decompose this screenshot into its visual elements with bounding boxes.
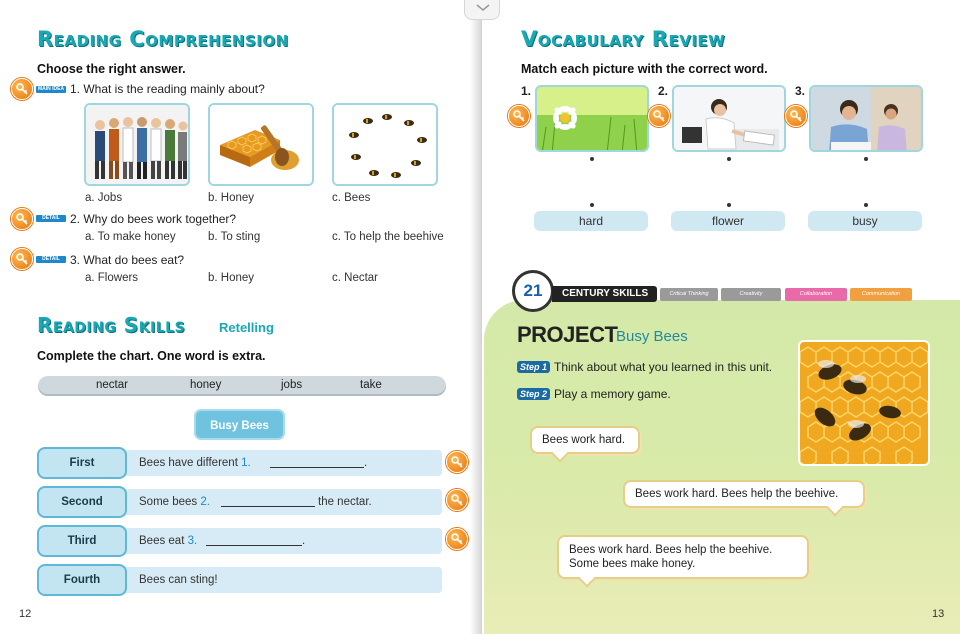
audio-key-icon[interactable] bbox=[11, 78, 33, 100]
row-label-second: Second bbox=[37, 486, 127, 518]
page-number-left: 12 bbox=[19, 608, 32, 620]
row-1-text bbox=[139, 457, 251, 469]
stressed-picture[interactable] bbox=[809, 85, 923, 152]
century-skills-title: CENTURY SKILLS bbox=[562, 288, 649, 299]
word-bank-item: nectar bbox=[96, 379, 128, 391]
working-hard-picture[interactable] bbox=[672, 85, 786, 152]
jobs-picture[interactable] bbox=[84, 103, 190, 186]
row-1-num: 1. bbox=[241, 457, 251, 469]
q1-option-a[interactable]: a. Jobs bbox=[85, 192, 123, 204]
skill-critical-thinking: Critical Thinking bbox=[660, 288, 718, 301]
row-2-num: 2. bbox=[200, 496, 210, 508]
q2-option-b[interactable]: b. To sting bbox=[208, 231, 261, 243]
answer-blank-1[interactable] bbox=[270, 467, 364, 468]
row-1-post: . bbox=[364, 457, 368, 469]
speech-bubble-2-text: Bees work hard. Bees help the beehive. bbox=[635, 488, 839, 500]
skill-collaboration: Collaboration bbox=[785, 288, 847, 301]
q2-option-a[interactable]: a. To make honey bbox=[85, 231, 176, 243]
vocab-number-3: 3. bbox=[795, 84, 806, 98]
row-3-post: . bbox=[302, 535, 306, 547]
row-2-post: the nectar. bbox=[318, 496, 372, 508]
project-subtitle: Busy Bees bbox=[616, 328, 688, 345]
row-3-pre: Bees eat bbox=[139, 535, 185, 547]
row-label-first: First bbox=[37, 447, 127, 479]
vocab-number-1: 1. bbox=[521, 84, 532, 98]
q2-option-c[interactable]: c. To help the beehive bbox=[332, 231, 444, 243]
answer-blank-3[interactable] bbox=[206, 545, 302, 546]
vocab-word-busy[interactable]: busy bbox=[808, 211, 922, 231]
speech-bubble-2 bbox=[623, 480, 865, 508]
reading-skills-title: Reading Skills bbox=[37, 313, 186, 337]
century-skills-badge bbox=[512, 270, 554, 312]
q3-option-b[interactable]: b. Honey bbox=[208, 272, 255, 284]
audio-key-icon[interactable] bbox=[648, 105, 670, 127]
speech-bubble-3-line-2: Some bees make honey. bbox=[569, 558, 696, 570]
skill-communication: Communication bbox=[850, 288, 912, 301]
audio-key-icon[interactable] bbox=[446, 489, 468, 511]
question-3: 3. What do bees eat? bbox=[70, 253, 185, 267]
audio-key-icon[interactable] bbox=[446, 528, 468, 550]
match-dot[interactable] bbox=[590, 203, 594, 207]
collapse-toolbar-tab[interactable] bbox=[464, 0, 500, 20]
row-1-pre: Bees have different bbox=[139, 457, 238, 469]
q3-option-a[interactable]: a. Flowers bbox=[85, 272, 139, 284]
bees-honeycomb-picture[interactable] bbox=[798, 340, 930, 466]
match-dot[interactable] bbox=[727, 157, 731, 161]
word-bank-item: jobs bbox=[281, 379, 303, 391]
match-dot[interactable] bbox=[590, 157, 594, 161]
row-2-pre: Some bees bbox=[139, 496, 198, 508]
audio-key-icon[interactable] bbox=[508, 105, 530, 127]
word-bank bbox=[38, 376, 446, 396]
speech-bubble-1-text: Bees work hard. bbox=[542, 434, 626, 446]
century-badge-number: 21 bbox=[523, 281, 543, 300]
question-2: 2. Why do bees work together? bbox=[70, 212, 237, 226]
speech-bubble-3 bbox=[557, 535, 809, 579]
page-number-right: 13 bbox=[932, 608, 945, 620]
speech-bubble-1 bbox=[530, 426, 640, 454]
chart-title-box: Busy Bees bbox=[194, 409, 285, 440]
comprehension-instruction: Choose the right answer. bbox=[37, 62, 186, 76]
word-bank-item: take bbox=[360, 379, 382, 391]
flower-picture[interactable] bbox=[535, 85, 649, 152]
left-page bbox=[0, 0, 478, 634]
honey-picture[interactable] bbox=[208, 103, 314, 186]
audio-key-icon[interactable] bbox=[785, 105, 807, 127]
answer-blank-2[interactable] bbox=[221, 506, 315, 507]
step-2-badge: Step 2 bbox=[517, 388, 550, 400]
reading-skills-subtitle: Retelling bbox=[219, 320, 274, 335]
q1-option-b[interactable]: b. Honey bbox=[208, 192, 255, 204]
row-label-third: Third bbox=[37, 525, 127, 557]
question-tag: DETAIL bbox=[36, 256, 66, 263]
right-page bbox=[482, 0, 960, 634]
skills-instruction: Complete the chart. One word is extra. bbox=[37, 349, 266, 363]
q3-option-c[interactable]: c. Nectar bbox=[332, 272, 379, 284]
speech-bubble-3-line-1: Bees work hard. Bees help the beehive. bbox=[569, 544, 773, 556]
row-3-text bbox=[139, 535, 197, 547]
question-tag: DETAIL bbox=[36, 215, 66, 222]
chevron-down-icon bbox=[476, 4, 490, 12]
row-2-text bbox=[139, 496, 210, 508]
skill-creativity: Creativity bbox=[721, 288, 781, 301]
match-dot[interactable] bbox=[864, 203, 868, 207]
audio-key-icon[interactable] bbox=[11, 208, 33, 230]
audio-key-icon[interactable] bbox=[446, 451, 468, 473]
row-4-text: Bees can sting! bbox=[139, 574, 218, 586]
match-dot[interactable] bbox=[727, 203, 731, 207]
vocab-word-hard[interactable]: hard bbox=[534, 211, 648, 231]
audio-key-icon[interactable] bbox=[11, 248, 33, 270]
word-bank-item: honey bbox=[190, 379, 222, 391]
reading-comprehension-title: Reading Comprehension bbox=[37, 27, 289, 51]
q1-option-c[interactable]: c. Bees bbox=[332, 192, 371, 204]
match-dot[interactable] bbox=[864, 157, 868, 161]
step-2-text: Play a memory game. bbox=[554, 387, 671, 401]
row-3-num: 3. bbox=[187, 535, 198, 547]
step-1-badge: Step 1 bbox=[517, 361, 550, 373]
question-tag: MAIN IDEA bbox=[37, 86, 65, 92]
project-title: PROJECT bbox=[517, 322, 618, 347]
vocabulary-review-title: Vocabulary Review bbox=[521, 27, 726, 51]
row-label-fourth: Fourth bbox=[37, 564, 127, 596]
vocab-number-2: 2. bbox=[658, 84, 669, 98]
vocab-instruction: Match each picture with the correct word. bbox=[521, 62, 768, 76]
bees-picture[interactable] bbox=[332, 103, 438, 186]
question-1: 1. What is the reading mainly about? bbox=[70, 82, 265, 96]
step-1-text: Think about what you learned in this unit. bbox=[554, 360, 773, 374]
vocab-word-flower[interactable]: flower bbox=[671, 211, 785, 231]
